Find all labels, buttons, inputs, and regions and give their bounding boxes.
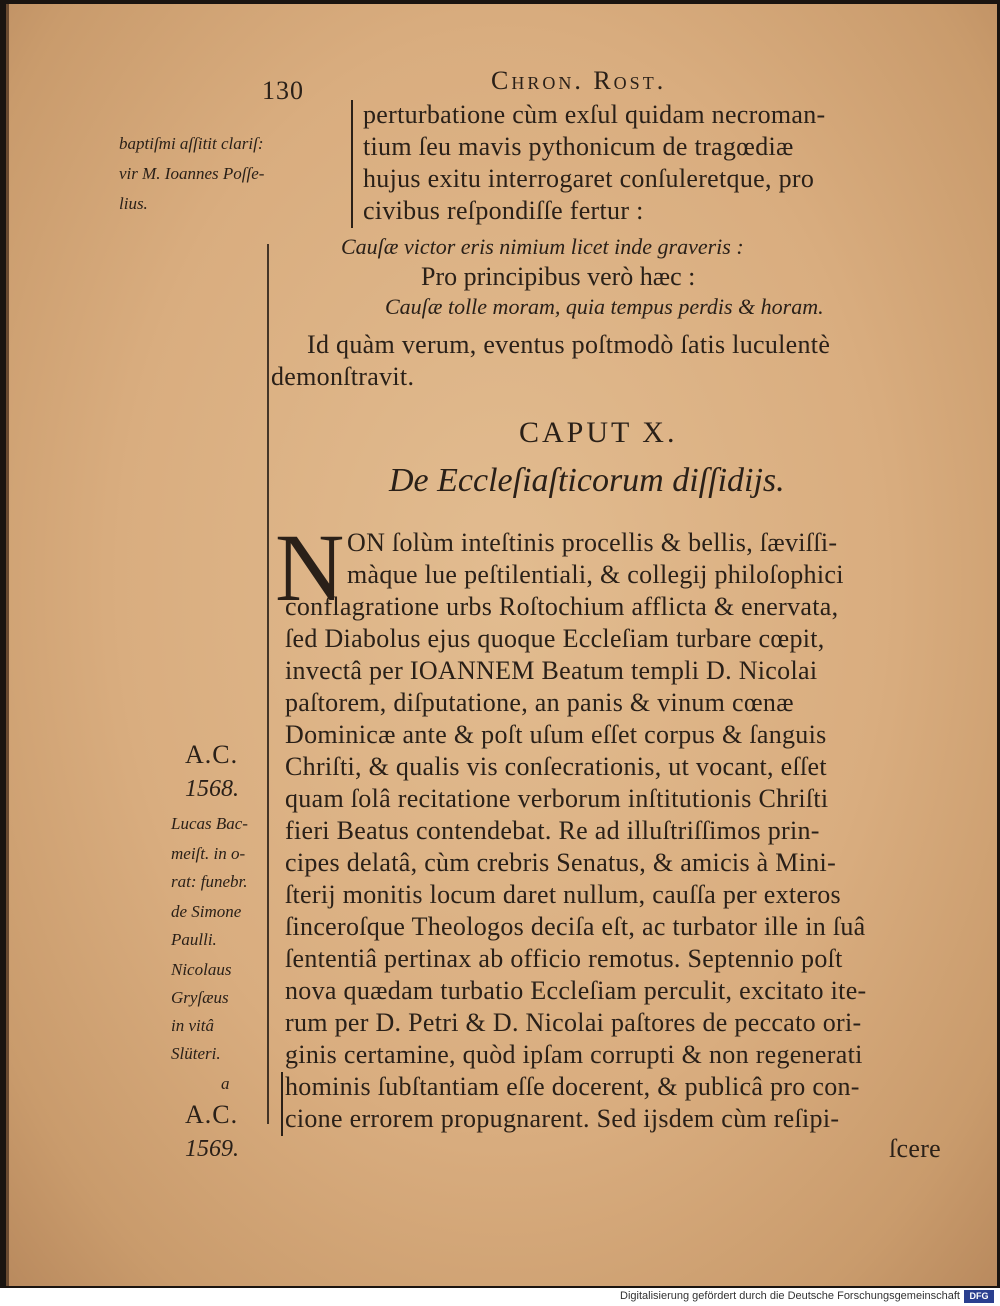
margin-note-line: Nicolaus [171,960,232,979]
text-line: nova quædam turbatio Eccleſiam perculit, excitato ite- [285,976,867,1005]
margin-note-line: in vitâ [171,1016,214,1035]
margin-bracket [351,100,353,228]
catchword: ſcere [889,1134,942,1163]
margin-note-line: de Simone [171,902,242,921]
text-line: quam ſolâ recitatione verborum inſtitutionis Chriſti [285,784,829,813]
text-line: ſed Diabolus ejus quoque Eccleſiam turbare cœpit, [285,624,825,653]
text-line: conflagratione urbs Roſtochium afflicta & enervata, [285,592,839,621]
text-line: ON ſolùm inteſtinis procellis & bellis, ſæviſſi- [347,528,838,557]
verse-line: Cauſæ tolle moram, quia tempus perdis & horam. [385,294,824,319]
chapter-subtitle: De Eccleſiaſticorum diſſidijs. [389,462,785,499]
margin-note-line: rat: funebr. [171,872,248,891]
text-line: màque lue peſtilentiali, & collegij philoſophici [347,560,844,589]
text-line: Chriſti, & qualis vis conſecrationis, ut vocant, eſſet [285,752,827,781]
margin-year: 1569. [185,1136,239,1162]
text-line: ſententiâ pertinax ab officio remotus. Septennio poſt [285,944,843,973]
chapter-title: CAPUT X. [519,416,678,449]
margin-date-label: A.C. [185,1100,239,1129]
text-line: paſtorem, diſputatione, an panis & vinum cœnæ [285,688,794,717]
margin-note-line: vir M. Ioannes Poſſe- [119,164,265,183]
margin-note-line: Paulli. [171,930,217,949]
book-page [6,4,997,1286]
text-line: ſterij monitis locum daret nullum, cauſſa per exteros [285,880,841,909]
margin-note-line: lius. [119,194,148,213]
text-line: hominis ſubſtantiam eſſe docerent, & publicâ pro con- [285,1072,860,1101]
drop-cap: N [275,514,345,621]
margin-year: 1568. [185,776,239,802]
margin-note-line: a [221,1074,230,1093]
text-line: fieri Beatus contendebat. Re ad illuſtriſſimos prin- [285,816,820,845]
text-line: invectâ per IOANNEM Beatum templi D. Nicolai [285,656,818,685]
margin-note-line: meiſt. in o- [171,844,246,863]
text-line: rum per D. Petri & D. Nicolai paſtores de peccato ori- [285,1008,862,1037]
text-line: demonſtravit. [271,362,415,391]
text-line: civibus reſpondiſſe fertur : [363,196,644,225]
dfg-logo: DFG [964,1290,994,1303]
footer-credit: Digitalisierung gefördert durch die Deutsche Forschungsgemeinschaft [620,1290,960,1302]
margin-date-label: A.C. [185,740,239,769]
text-line: cipes delatâ, cùm crebris Senatus, & amicis à Mini- [285,848,837,877]
text-line: ſinceroſque Theologos deciſa eſt, ac turbator ille in ſuâ [285,912,866,941]
verse-line: Cauſæ victor eris nimium licet inde graveris : [341,234,744,259]
margin-note-line: Gryſæus [171,988,229,1007]
margin-note-line: Lucas Bac- [171,814,248,833]
margin-rule [267,244,269,1124]
footer-bar [0,1288,1000,1306]
margin-note-line: baptiſmi aſſitit clariſ: [119,134,264,153]
text-line: hujus exitu interrogaret conſuleretque, pro [363,164,815,193]
margin-note-line: Slüteri. [171,1044,221,1063]
text-line: ginis certamine, quòd ipſam corrupti & non regenerati [285,1040,863,1069]
text-line: tium ſeu mavis pythonicum de tragœdiæ [363,132,794,161]
page-number: 130 [262,76,304,105]
running-title: Chron. Rost. [491,66,667,95]
verse-intro: Pro principibus verò hæc : [421,262,696,291]
text-line: Id quàm verum, eventus poſtmodò ſatis luculentè [307,330,831,359]
text-line: perturbatione cùm exſul quidam necroman- [363,100,826,129]
text-line: Dominicæ ante & poſt uſum eſſet corpus & ſanguis [285,720,827,749]
margin-bracket [281,1072,283,1136]
text-line: cione errorem propugnarent. Sed ijsdem cùm reſipi- [285,1104,840,1133]
